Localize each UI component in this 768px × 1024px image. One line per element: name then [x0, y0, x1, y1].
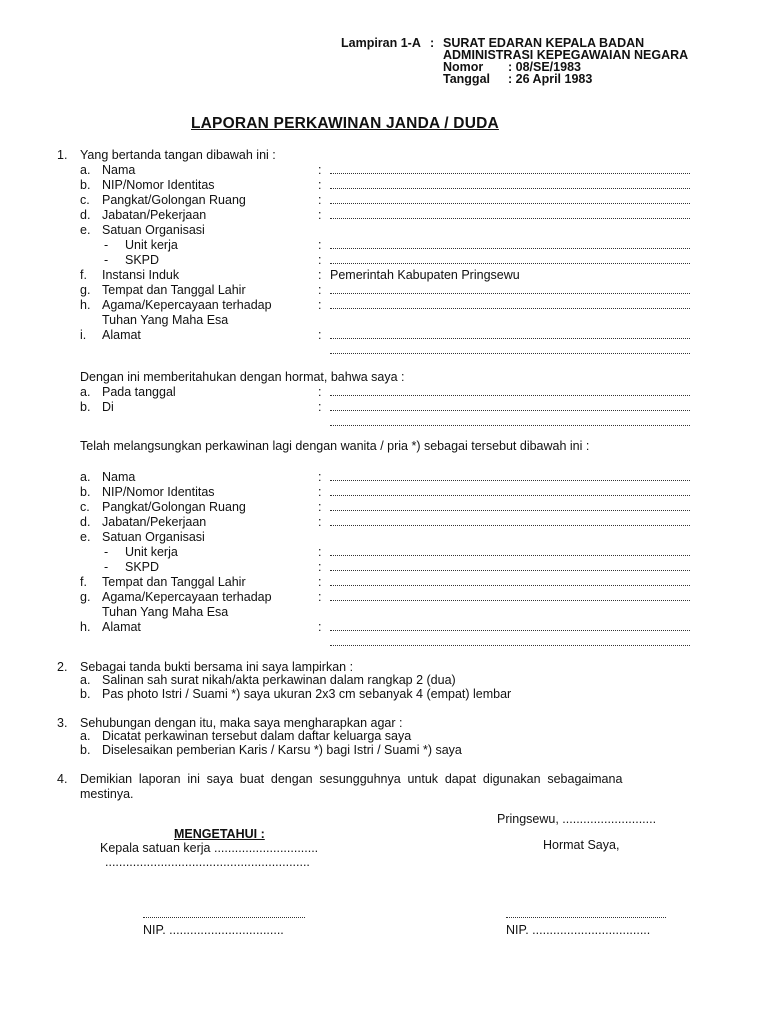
fill-line-alamat[interactable] [330, 338, 690, 339]
page-title: LAPORAN PERKAWINAN JANDA / DUDA [191, 115, 499, 132]
fill-line-spouse-tempat-lahir[interactable] [330, 585, 690, 586]
item-colon: : [318, 620, 322, 634]
item-label: NIP/Nomor Identitas [102, 178, 215, 192]
item-letter: g. [80, 590, 91, 604]
item-colon: : [318, 500, 322, 514]
lampiran-label: Lampiran 1-A [341, 36, 421, 50]
item-letter: h. [80, 620, 91, 634]
item-letter: g. [80, 283, 91, 297]
kepala-satuan-kerja: Kepala satuan kerja .............................. [100, 841, 319, 855]
item-dash: - [104, 253, 109, 267]
item-colon: : [318, 575, 322, 589]
item-dash: - [104, 545, 109, 559]
section4-line1: Demikian laporan ini saya buat dengan sesungguhnya untuk dapat digunakan sebagaimana [80, 772, 623, 786]
fill-line-spouse-nama[interactable] [330, 480, 690, 481]
section2-intro: Sebagai tanda bukti bersama ini saya lampirkan : [80, 660, 354, 674]
fill-line-spouse-agama[interactable] [330, 600, 690, 601]
header-line1: SURAT EDARAN KEPALA BADAN [443, 36, 645, 50]
item-label: Alamat [102, 620, 141, 634]
fill-line-nama[interactable] [330, 173, 690, 174]
item-colon: : [318, 268, 322, 282]
instansi-value: Pemerintah Kabupaten Pringsewu [330, 268, 520, 282]
fill-line-spouse-skpd[interactable] [330, 570, 690, 571]
item-label: Agama/Kepercayaan terhadap [102, 590, 272, 604]
item-colon: : [318, 515, 322, 529]
nip-right: NIP. .................................. [506, 923, 651, 937]
item-colon: : [318, 328, 322, 342]
section3-number: 3. [57, 716, 68, 730]
notice-text: Dengan ini memberitahukan dengan hormat, bahwa saya : [80, 370, 405, 384]
item-label-2: Tuhan Yang Maha Esa [102, 605, 229, 619]
item-label: Tempat dan Tanggal Lahir [102, 575, 246, 589]
kepala-dots-line: ........................................................... [105, 855, 310, 869]
item-letter: e. [80, 223, 91, 237]
item-letter: c. [80, 500, 90, 514]
item-letter: i. [80, 328, 87, 342]
item-label: Salinan sah surat nikah/akta perkawinan dalam rangkap 2 (dua) [102, 673, 456, 687]
item-label: Tempat dan Tanggal Lahir [102, 283, 246, 297]
married-text: Telah melangsungkan perkawinan lagi dengan wanita / pria *) sebagai tersebut dibawah ini : [80, 439, 590, 453]
nomor-label: Nomor [443, 60, 484, 74]
section2-number: 2. [57, 660, 68, 674]
fill-line-spouse-alamat[interactable] [330, 630, 690, 631]
item-letter: e. [80, 530, 91, 544]
item-label: Unit kerja [125, 545, 178, 559]
item-colon: : [318, 385, 322, 399]
item-colon: : [318, 485, 322, 499]
item-label: Alamat [102, 328, 141, 342]
section3-intro: Sehubungan dengan itu, maka saya mengharapkan agar : [80, 716, 403, 730]
fill-line-agama[interactable] [330, 308, 690, 309]
item-label: Nama [102, 470, 136, 484]
item-letter: a. [80, 163, 91, 177]
hormat-saya: Hormat Saya, [543, 838, 620, 852]
item-label: SKPD [125, 253, 160, 267]
item-colon: : [318, 590, 322, 604]
item-letter: a. [80, 470, 91, 484]
item-colon: : [318, 545, 322, 559]
nip-left: NIP. ................................. [143, 923, 284, 937]
fill-line-spouse-alamat-2[interactable] [330, 645, 690, 646]
item-colon: : [318, 208, 322, 222]
item-letter: c. [80, 193, 90, 207]
item-label: Satuan Organisasi [102, 223, 205, 237]
item-label: Instansi Induk [102, 268, 180, 282]
item-label: Pangkat/Golongan Ruang [102, 500, 246, 514]
signature-line-right[interactable] [506, 917, 666, 918]
item-letter: b. [80, 178, 91, 192]
section4-number: 4. [57, 772, 68, 786]
fill-line-di[interactable] [330, 410, 690, 411]
item-label: Pangkat/Golongan Ruang [102, 193, 246, 207]
item-label: Agama/Kepercayaan terhadap [102, 298, 272, 312]
item-colon: : [318, 470, 322, 484]
item-colon: : [318, 163, 322, 177]
fill-line-tempat-lahir[interactable] [330, 293, 690, 294]
fill-line-spouse-jabatan[interactable] [330, 525, 690, 526]
section4-line2: mestinya. [80, 787, 134, 801]
item-colon: : [318, 193, 322, 207]
item-label: Dicatat perkawinan tersebut dalam daftar keluarga saya [102, 729, 412, 743]
item-letter: a. [80, 385, 91, 399]
fill-line-jabatan[interactable] [330, 218, 690, 219]
item-letter: a. [80, 729, 91, 743]
fill-line-alamat-2[interactable] [330, 353, 690, 354]
fill-line-di-2[interactable] [330, 425, 690, 426]
item-letter: a. [80, 673, 91, 687]
nomor-value: : 08/SE/1983 [508, 60, 581, 74]
item-label: Jabatan/Pekerjaan [102, 208, 207, 222]
item-colon: : [318, 283, 322, 297]
tanggal-label: Tanggal [443, 72, 490, 86]
item-letter: d. [80, 515, 91, 529]
item-label: Satuan Organisasi [102, 530, 205, 544]
item-label: Pada tanggal [102, 385, 176, 399]
item-label: Pas photo Istri / Suami *) saya ukuran 2x3 cm sebanyak 4 (empat) lembar [102, 687, 512, 701]
item-letter: b. [80, 485, 91, 499]
mengetahui-heading: MENGETAHUI : [174, 827, 265, 841]
fill-line-spouse-pangkat[interactable] [330, 510, 690, 511]
item-label: Unit kerja [125, 238, 178, 252]
header-line2: ADMINISTRASI KEPEGAWAIAN NEGARA [443, 48, 689, 62]
item-colon: : [318, 178, 322, 192]
fill-line-pangkat[interactable] [330, 203, 690, 204]
item-colon: : [318, 238, 322, 252]
item-letter: d. [80, 208, 91, 222]
item-letter: b. [80, 400, 91, 414]
fill-line-unit-kerja[interactable] [330, 248, 690, 249]
item-label: Diselesaikan pemberian Karis / Karsu *) bagi Istri / Suami *) saya [102, 743, 462, 757]
item-label: Nama [102, 163, 136, 177]
item-label: SKPD [125, 560, 160, 574]
item-colon: : [318, 400, 322, 414]
item-label-2: Tuhan Yang Maha Esa [102, 313, 229, 327]
fill-line-nip[interactable] [330, 188, 690, 189]
item-label: Jabatan/Pekerjaan [102, 515, 207, 529]
tanggal-value: : 26 April 1983 [508, 72, 593, 86]
item-letter: h. [80, 298, 91, 312]
item-colon: : [318, 253, 322, 267]
fill-line-spouse-unit-kerja[interactable] [330, 555, 690, 556]
header-colon: : [430, 36, 435, 50]
signature-line-left[interactable] [143, 917, 305, 918]
item-label: Di [102, 400, 114, 414]
item-dash: - [104, 560, 109, 574]
fill-line-pada-tanggal[interactable] [330, 395, 690, 396]
fill-line-spouse-nip[interactable] [330, 495, 690, 496]
item-letter: b. [80, 687, 91, 701]
fill-line-skpd[interactable] [330, 263, 690, 264]
item-letter: f. [80, 268, 87, 282]
section1-number: 1. [57, 148, 68, 162]
item-colon: : [318, 560, 322, 574]
item-letter: b. [80, 743, 91, 757]
item-letter: f. [80, 575, 87, 589]
item-dash: - [104, 238, 109, 252]
sign-place-date: Pringsewu, ........................... [497, 812, 657, 826]
section1-intro: Yang bertanda tangan dibawah ini : [80, 148, 276, 162]
item-label: NIP/Nomor Identitas [102, 485, 215, 499]
item-colon: : [318, 298, 322, 312]
